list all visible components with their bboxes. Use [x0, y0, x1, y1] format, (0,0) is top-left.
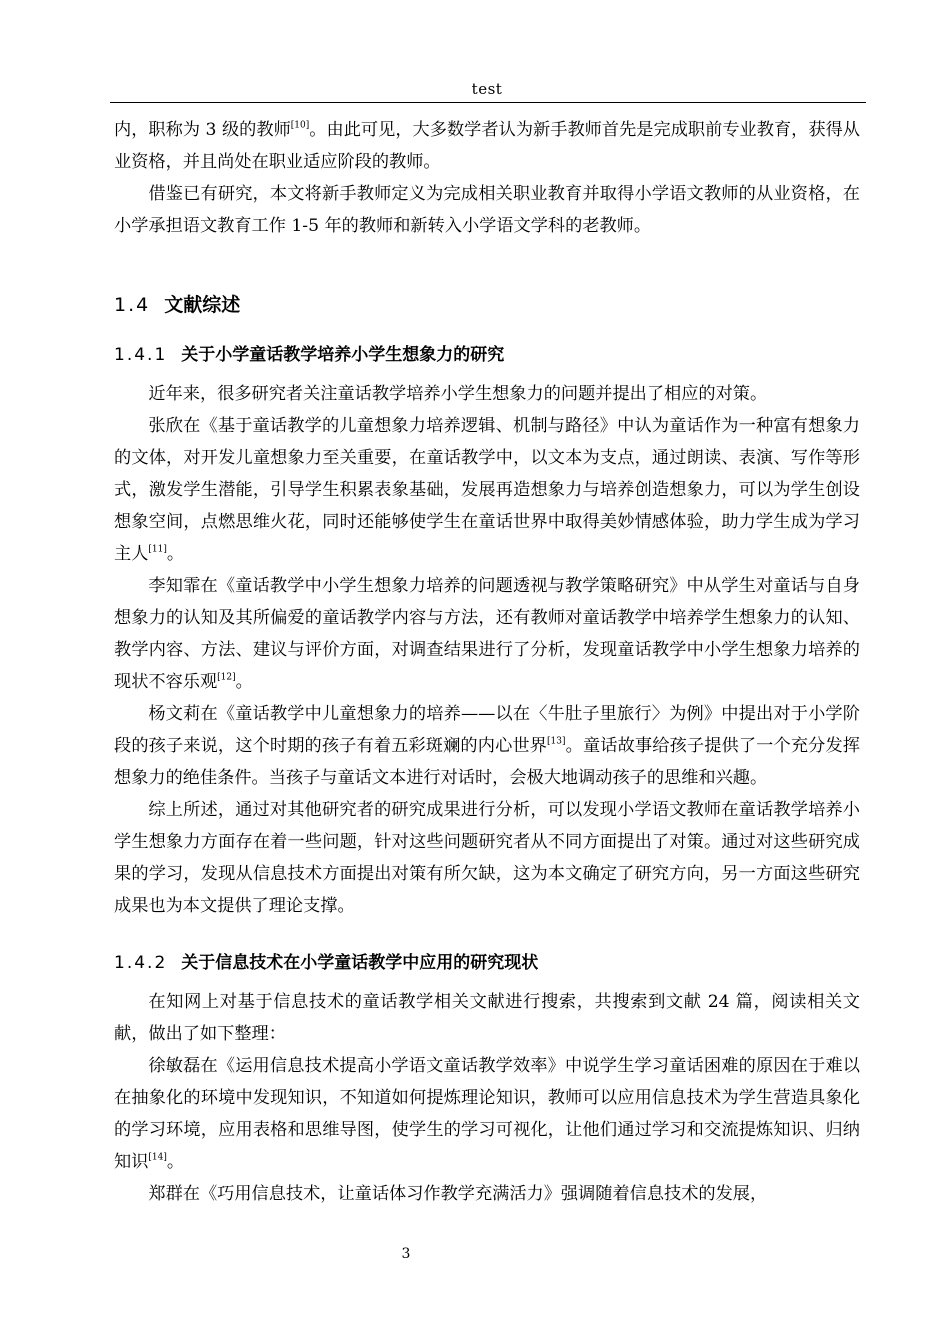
- citation: [11]: [148, 544, 167, 555]
- subsection-title: 关于小学童话教学培养小学生想象力的研究: [181, 345, 505, 365]
- paragraph: 内，职称为 3 级的教师[10]。由此可见，大多数学者认为新手教师首先是完成职前专业教育，获得从业资格，并且尚处在职业适应阶段的教师。: [114, 120, 860, 172]
- paragraph: 借鉴已有研究，本文将新手教师定义为完成相关职业教育并取得小学语文教师的从业资格，在小学承担语文教育工作 1-5 年的教师和新转入小学语文学科的老教师。: [114, 184, 860, 236]
- paragraph: 近年来，很多研究者关注童话教学培养小学生想象力的问题并提出了相应的对策。: [148, 384, 768, 404]
- paragraph: 张欣在《基于童话教学的儿童想象力培养逻辑、机制与路径》中认为童话作为一种富有想象力的文体，对开发儿童想象力至关重要，在童话教学中，以文本为支点，通过朗读、表演、写作等形式，激发学生潜能，引导学生积累表象基础，发展再造想象力与培养创造想象力，可以为学生创设想象空间，点燃思维火花，同时还能够使学生在童话世界中取得美妙情感体验，助力学生成为学习主人[11]。: [114, 416, 860, 564]
- section-number: 1.4: [114, 294, 151, 316]
- subsection-title: 关于信息技术在小学童话教学中应用的研究现状: [181, 953, 539, 973]
- citation: [13]: [547, 736, 566, 747]
- paragraph: 郑群在《巧用信息技术，让童话体习作教学充满活力》强调随着信息技术的发展，: [148, 1184, 768, 1204]
- paragraph: 李知霏在《童话教学中小学生想象力培养的问题透视与教学策略研究》中从学生对童话与自身想象力的认知及其所偏爱的童话教学内容与方法，还有教师对童话教学中培养学生想象力的认知、教学内容、方法、建议与评价方面，对调查结果进行了分析，发现童话教学中小学生想象力培养的现状不容乐观[12]。: [114, 576, 860, 692]
- paragraph: 杨文莉在《童话教学中儿童想象力的培养——以在〈牛肚子里旅行〉为例》中提出对于小学阶段的孩子来说，这个时期的孩子有着五彩斑斓的内心世界[13]。童话故事给孩子提供了一个充分发挥想象力的绝佳条件。当孩子与童话文本进行对话时，会极大地调动孩子的思维和兴趣。: [114, 704, 860, 788]
- paragraph: 徐敏磊在《运用信息技术提高小学语文童话教学效率》中说学生学习童话困难的原因在于难以在抽象化的环境中发现知识，不知道如何提炼理论知识，教师可以应用信息技术为学生营造具象化的学习环境，应用表格和思维导图，使学生的学习可视化，让他们通过学习和交流提炼知识、归纳知识[14]。: [114, 1056, 860, 1172]
- section-title: 文献综述: [164, 294, 241, 316]
- citation: [14]: [148, 1152, 167, 1163]
- subsection-number: 1.4.2: [114, 953, 168, 973]
- page-body: [114, 114, 860, 1210]
- paragraph: 综上所述，通过对其他研究者的研究成果进行分析，可以发现小学语文教师在童话教学培养小学生想象力方面存在着一些问题，针对这些问题研究者从不同方面提出了对策。通过对这些研究成果的学习，发现从信息技术方面提出对策有所欠缺，这为本文确定了研究方向，另一方面这些研究成果也为本文提供了理论支撑。: [114, 800, 860, 916]
- header-rule: [110, 102, 866, 103]
- subsection-heading: [114, 340, 860, 370]
- citation: [12]: [217, 672, 236, 683]
- section-heading: [114, 288, 860, 322]
- paragraph: 在知网上对基于信息技术的童话教学相关文献进行搜索，共搜索到文献 24 篇，阅读相关文献，做出了如下整理：: [114, 992, 860, 1044]
- subsection-heading: [114, 948, 860, 978]
- citation: [10]: [290, 120, 310, 131]
- running-header: test: [471, 80, 503, 98]
- page-number: 3: [401, 1246, 411, 1262]
- subsection-number: 1.4.1: [114, 345, 168, 365]
